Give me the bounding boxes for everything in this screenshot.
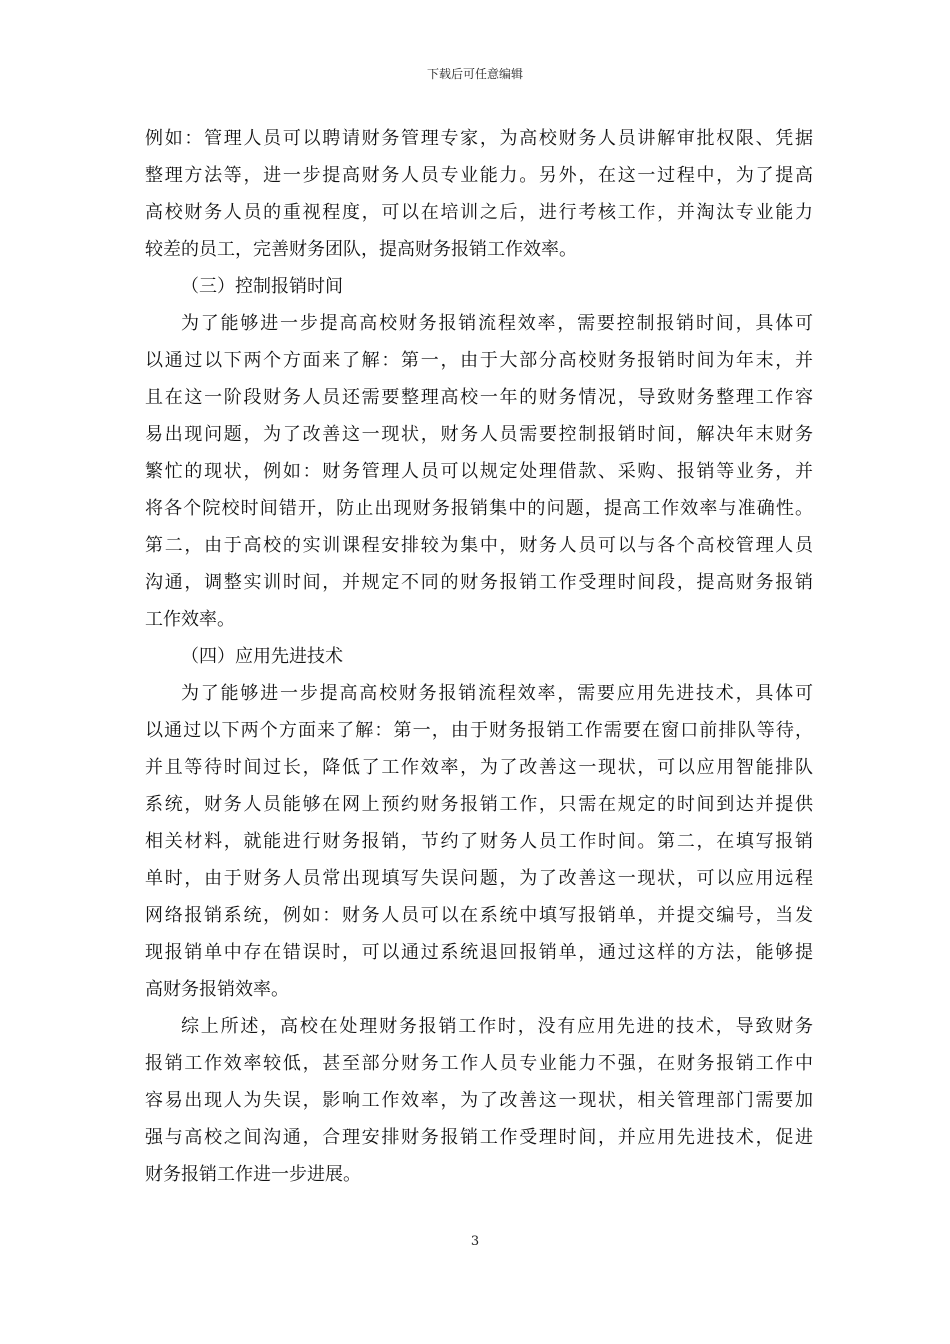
paragraph-line: 系统，财务人员能够在网上预约财务报销工作，只需在规定的时间到达并提供 [145,794,813,815]
paragraph-line: 且在这一阶段财务人员还需要整理高校一年的财务情况，导致财务整理工作容 [145,387,813,408]
document-body [145,120,813,1193]
paragraph-line: 高校财务人员的重视程度，可以在培训之后，进行考核工作，并淘汰专业能力 [145,202,813,223]
paragraph-line: 为了能够进一步提高高校财务报销流程效率，需要应用先进技术，具体可 [181,683,813,704]
paragraph-line: 整理方法等，进一步提高财务人员专业能力。另外，在这一过程中，为了提高 [145,165,813,186]
paragraph-line: 网络报销系统，例如：财务人员可以在系统中填写报销单，并提交编号，当发 [145,905,813,926]
paragraph-line: 易出现问题，为了改善这一现状，财务人员需要控制报销时间，解决年末财务 [145,424,813,445]
paragraph-line: 相关材料，就能进行财务报销，节约了财务人员工作时间。第二，在填写报销 [145,831,813,852]
paragraph-line: 单时，由于财务人员常出现填写失误问题，为了改善这一现状，可以应用远程 [145,868,813,889]
paragraph-line: 以通过以下两个方面来了解：第一，由于财务报销工作需要在窗口前排队等待， [145,720,813,741]
paragraph-line: 并且等待时间过长，降低了工作效率，为了改善这一现状，可以应用智能排队 [145,757,813,778]
paragraph-line: 繁忙的现状，例如：财务管理人员可以规定处理借款、采购、报销等业务，并 [145,461,813,482]
paragraph-line: 现报销单中存在错误时，可以通过系统退回报销单，通过这样的方法，能够提 [145,942,813,963]
section-heading: （四）应用先进技术 [181,646,343,667]
paragraph-line: 财务报销工作进一步进展。 [145,1164,361,1185]
page-header-note: 下载后可任意编辑 [426,67,523,81]
paragraph-line: 以通过以下两个方面来了解：第一，由于大部分高校财务报销时间为年末，并 [145,350,813,371]
paragraph-line: 报销工作效率较低，甚至部分财务工作人员专业能力不强，在财务报销工作中 [145,1053,813,1074]
paragraph-line: 例如：管理人员可以聘请财务管理专家，为高校财务人员讲解审批权限、凭据 [145,128,813,149]
paragraph-line: 综上所述，高校在处理财务报销工作时，没有应用先进的技术，导致财务 [181,1016,813,1037]
paragraph-line: 高财务报销效率。 [145,979,289,1000]
paragraph-line: 容易出现人为失误，影响工作效率，为了改善这一现状，相关管理部门需要加 [145,1090,813,1111]
paragraph-line: 第二，由于高校的实训课程安排较为集中，财务人员可以与各个高校管理人员 [145,535,813,556]
paragraph-line: 较差的员工，完善财务团队，提高财务报销工作效率。 [145,239,577,260]
section-heading: （三）控制报销时间 [181,276,343,297]
paragraph-line: 强与高校之间沟通，合理安排财务报销工作受理时间，并应用先进技术，促进 [145,1127,813,1148]
paragraph-line: 为了能够进一步提高高校财务报销流程效率，需要控制报销时间，具体可 [181,313,813,334]
paragraph-line: 沟通，调整实训时间，并规定不同的财务报销工作受理时间段，提高财务报销 [145,572,813,593]
paragraph-line: 工作效率。 [145,609,235,630]
paragraph-line: 将各个院校时间错开，防止出现财务报销集中的问题，提高工作效率与准确性。 [145,498,813,519]
page-number: 3 [470,1234,480,1249]
